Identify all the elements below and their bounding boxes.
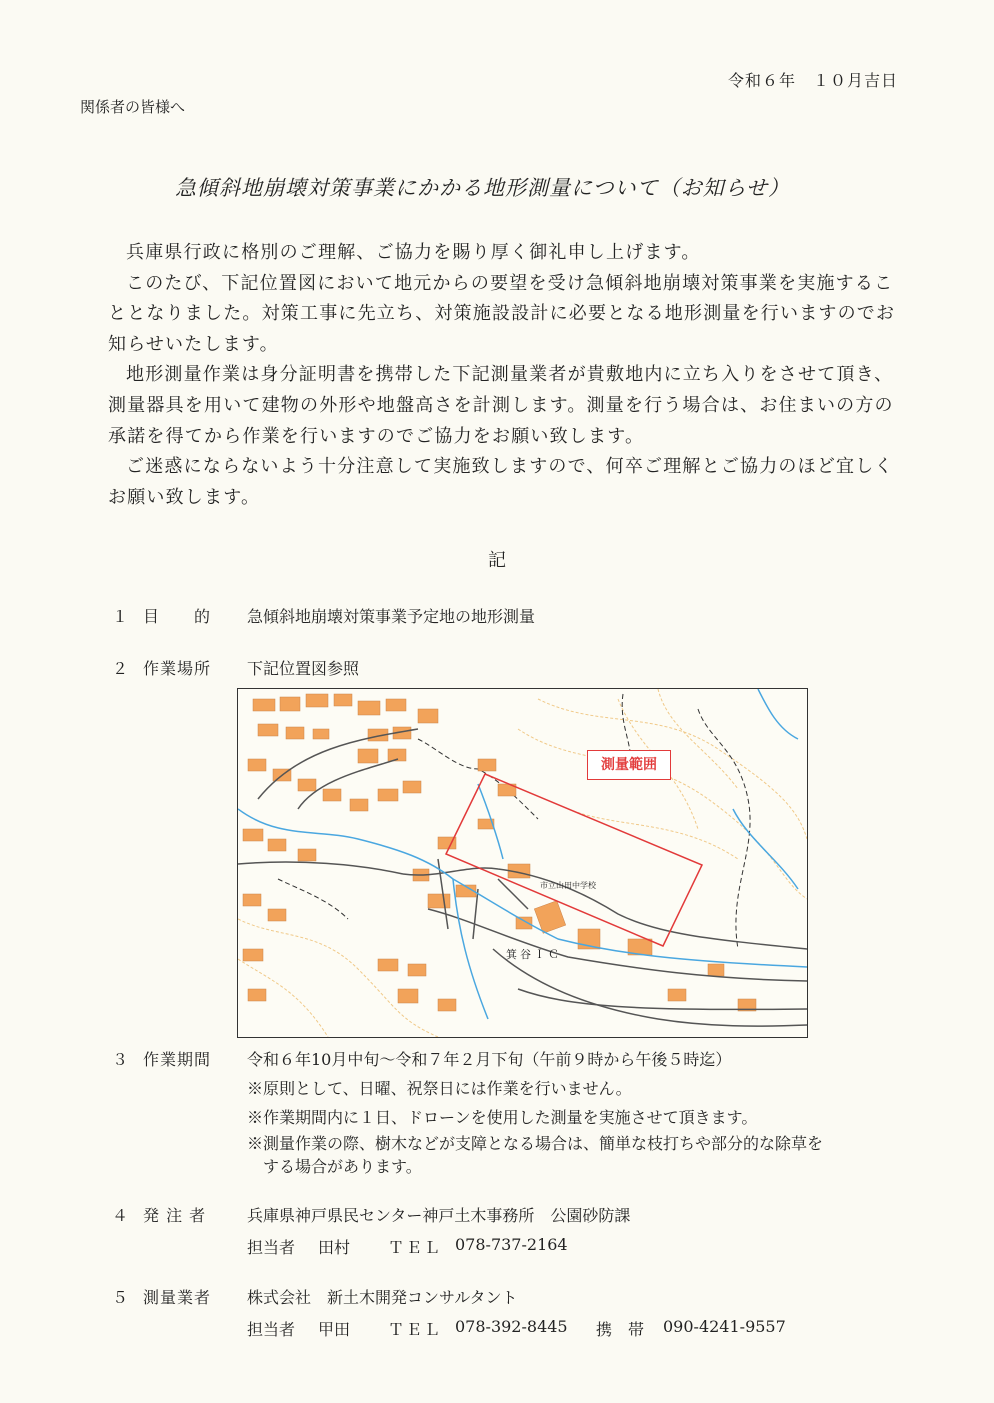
item-4-tel: 078-737-2164 — [455, 1235, 568, 1254]
item-5-tel: 078-392-8445 — [455, 1317, 568, 1336]
item-1-value: 急傾斜地崩壊対策事業予定地の地形測量 — [247, 607, 536, 626]
item-5-mobile: 090-4241-9557 — [663, 1317, 786, 1336]
item-3-value: 令和６年10月中旬～令和７年２月下旬（午前９時から午後５時迄） — [247, 1050, 732, 1069]
interchange-label: 箕谷ＩＣ — [506, 948, 562, 961]
survey-area-label: 測量範囲 — [587, 750, 671, 780]
item-5-contact-label: 担当者 — [247, 1320, 296, 1339]
item-5-value: 株式会社 新土木開発コンサルタント — [247, 1288, 518, 1307]
item-3-note-1: ※原則として、日曜、祝祭日には作業を行いません。 — [247, 1079, 632, 1098]
item-1-label: 目 的 — [143, 607, 212, 626]
buildings — [243, 694, 756, 1011]
location-map — [237, 688, 808, 1038]
paragraph-2: このたび、下記位置図において地元からの要望を受け急傾斜地崩壊対策事業を実施することとなりました。対策工事に先立ち、対策施設設計に必要となる地形測量を行いますのでお知らせいたします。 — [108, 272, 896, 355]
item-3-number: ３ — [112, 1050, 129, 1069]
item-5-contact-name: 甲田 — [318, 1320, 351, 1339]
item-5-mobile-label: 携 帯 — [596, 1320, 645, 1339]
school-label: 市立山田中学校 — [540, 881, 596, 890]
paragraph-1: 兵庫県行政に格別のご理解、ご協力を賜り厚く御礼申し上げます。 — [126, 242, 701, 263]
item-5-number: ５ — [112, 1288, 129, 1307]
map-graphic — [238, 689, 807, 1037]
item-5-tel-label: ＴＥＬ — [388, 1320, 443, 1339]
item-3-note-3-cont: する場合があります。 — [263, 1157, 422, 1176]
item-3-label: 作業期間 — [143, 1050, 212, 1069]
item-2-number: ２ — [112, 659, 129, 678]
item-4-tel-label: ＴＥＬ — [388, 1238, 443, 1257]
item-4-value: 兵庫県神戸県民センター神戸土木事務所 公園砂防課 — [247, 1206, 631, 1225]
item-3-note-3: ※測量作業の際、樹木などが支障となる場合は、簡単な枝打ちや部分的な除草を — [247, 1134, 824, 1153]
item-1-number: １ — [112, 607, 129, 626]
page-title: 急傾斜地崩壊対策事業にかかる地形測量について（お知らせ） — [175, 176, 790, 200]
document-date: 令和６年 １０月吉日 — [728, 71, 899, 90]
item-2-label: 作業場所 — [143, 659, 212, 678]
body-text — [108, 238, 908, 513]
item-3-note-2: ※作業期間内に１日、ドローンを使用した測量を実施させて頂きます。 — [247, 1108, 758, 1127]
item-4-number: ４ — [112, 1206, 129, 1225]
paragraph-3: 地形測量作業は身分証明書を携帯した下記測量業者が貴敷地内に立ち入りをさせて頂き、測量器具を用いて建物の外形や地盤高さを計測します。測量を行う場合は、お住まいの方の承諾を得てから作業を行いますのでご協力をお願い致します。 — [108, 364, 894, 447]
item-2-value: 下記位置図参照 — [247, 659, 360, 678]
item-4-contact-label: 担当者 — [247, 1238, 296, 1257]
paragraph-4: ご迷惑にならないよう十分注意して実施致しますので、何卒ご理解とご協力のほど宜しくお願い致します。 — [108, 456, 894, 508]
item-4-contact-name: 田村 — [318, 1238, 351, 1257]
ki-heading: 記 — [488, 550, 506, 571]
recipient: 関係者の皆様へ — [80, 98, 186, 116]
item-4-label: 発 注 者 — [143, 1206, 207, 1225]
item-5-label: 測量業者 — [143, 1288, 212, 1307]
